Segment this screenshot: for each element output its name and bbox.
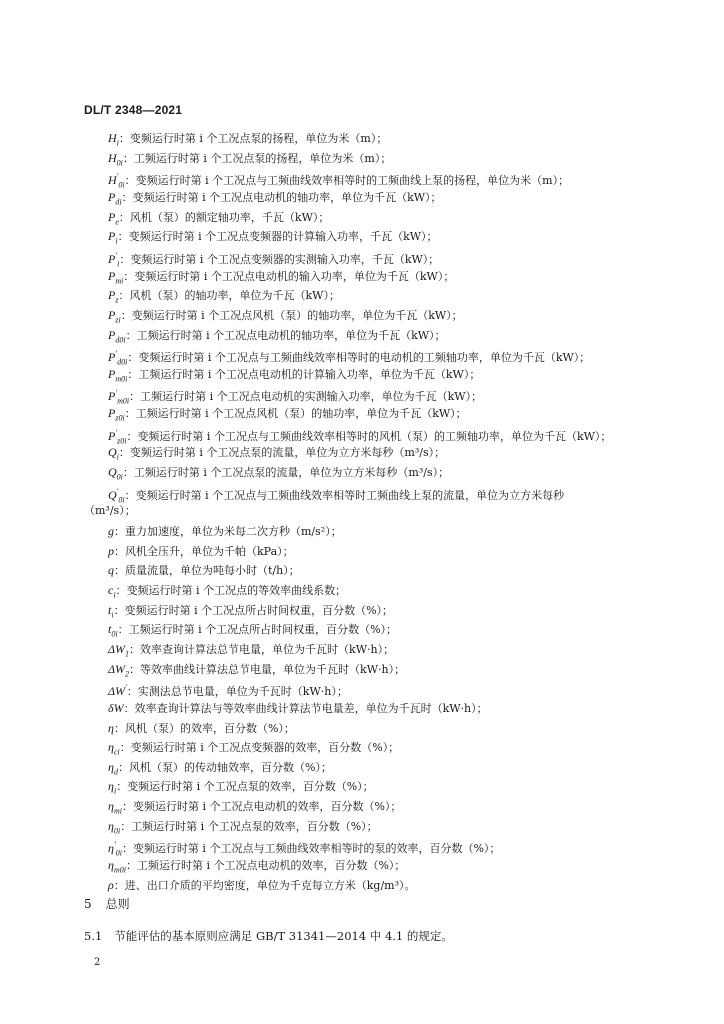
- symbol-definition: [108, 151, 391, 170]
- symbol: $P_{zi}$: [108, 308, 121, 325]
- symbol-definition: [108, 563, 300, 578]
- symbol: $t_{0i}$: [108, 622, 118, 639]
- symbol-subscript: d0i: [115, 335, 126, 345]
- symbol: $\eta'_{0i}$: [108, 840, 122, 858]
- symbol-description: 质量流量，单位为吨每小时（t/h）；: [125, 564, 300, 577]
- symbol-separator: ：: [129, 643, 141, 656]
- symbol-description: 效率查询计算法总节电量，单位为千瓦时（kW·h）；: [140, 643, 395, 656]
- symbol-separator: ：: [113, 722, 125, 735]
- symbol: $P'_i$: [108, 251, 120, 269]
- symbol-subscript: i: [113, 786, 117, 796]
- symbol-definition: [108, 308, 463, 327]
- symbol-separator: ：: [118, 289, 130, 302]
- symbol-description: 工频运行时第 i 个工况点电动机的效率，百分数（%）；: [136, 859, 406, 872]
- symbol-description: 变频运行时第 i 个工况点与工频曲线效率相等时的风机（泵）的工频轴功率，单位为千瓦（kW）；: [137, 430, 612, 443]
- symbol-separator: ：: [126, 685, 138, 698]
- symbol-definition: [108, 210, 329, 229]
- symbol-description: 风机（泵）的额定轴功率，千瓦（kW）；: [129, 211, 330, 224]
- symbol-prime: ′: [115, 251, 118, 260]
- symbol-separator: ：: [118, 211, 130, 224]
- symbol-definition: [108, 288, 340, 307]
- symbol-definition: [108, 524, 342, 539]
- symbol-description: 进、出口介质的平均密度，单位为千克每立方米（kg/m³）。: [124, 879, 416, 892]
- symbol-separator: ：: [115, 584, 127, 597]
- symbol-description: 工频运行时第 i 个工况点泵的扬程，单位为米（m）；: [133, 152, 392, 165]
- symbol-separator: ：: [125, 859, 137, 872]
- symbol-separator: ：: [117, 761, 129, 774]
- symbol-description: 工频运行时第 i 个工况点泵的效率，百分数（%）；: [131, 820, 378, 833]
- symbol-separator: ：: [125, 329, 137, 342]
- symbol-description: 风机全压升，单位为千帕（kPa）；: [125, 545, 294, 558]
- symbol-prime: ′: [116, 172, 119, 181]
- symbol-definition: [108, 190, 442, 209]
- symbol: $P_e$: [108, 210, 119, 227]
- clause-5-1: [84, 928, 453, 944]
- symbol: $\eta_i$: [108, 779, 117, 796]
- symbol-subscript: d: [113, 767, 118, 777]
- symbol-subscript: 0i: [118, 495, 125, 505]
- symbol-subscript: i: [113, 590, 116, 600]
- symbol: $\Delta W_1$: [108, 642, 130, 659]
- symbol-subscript: i: [117, 259, 120, 269]
- symbol-separator: ：: [118, 132, 130, 145]
- symbol-subscript: 0i: [113, 826, 121, 836]
- symbol-definition: [108, 779, 374, 798]
- symbol-description: 重力加速度，单位为米每二次方秒（m/s²）；: [125, 525, 342, 538]
- symbol-subscript: i: [111, 610, 114, 620]
- symbol-separator: ：: [124, 407, 136, 420]
- symbol-prime: ′: [115, 349, 118, 358]
- symbol-separator: ：: [120, 820, 132, 833]
- symbol-description: 变频运行时第 i 个工况点所占时间权重，百分数（%）；: [124, 604, 394, 617]
- symbol: $H_{0i}$: [108, 151, 123, 168]
- symbol: $\Delta W_2$: [108, 662, 130, 679]
- symbol-separator: ：: [129, 663, 141, 676]
- symbol-subscript: 0i: [118, 180, 125, 190]
- symbol-description: 变频运行时第 i 个工况点电动机的轴功率，单位为千瓦（kW）；: [132, 191, 442, 204]
- symbol-subscript: m0i: [115, 374, 128, 384]
- symbol: $P'_{m0i}$: [108, 388, 130, 406]
- symbol-description: 变频运行时第 i 个工况点电动机的输入功率，单位为千瓦（kW）；: [134, 270, 455, 283]
- symbol: $\eta_d$: [108, 760, 118, 777]
- symbol-subscript: i: [116, 138, 119, 148]
- symbol-definition: [108, 406, 467, 425]
- symbol-description: 变频运行时第 i 个工况点电动机的效率，百分数（%）；: [132, 800, 402, 813]
- symbol-description: 变频运行时第 i 个工况点变频器的效率，百分数（%）；: [130, 741, 400, 754]
- symbol-separator: ：: [119, 253, 131, 266]
- symbol-separator: ：: [124, 489, 136, 502]
- symbol-definition: [108, 681, 348, 699]
- symbol: $P'_{d0i}$: [108, 349, 128, 367]
- symbol-description: 变频运行时第 i 个工况点泵的效率，百分数（%）；: [127, 780, 374, 793]
- section-number: 5: [84, 897, 92, 911]
- symbol: $Q_{0i}$: [108, 465, 123, 482]
- symbol-separator: ：: [114, 525, 125, 538]
- symbol: $P_{m0i}$: [108, 367, 128, 384]
- symbol-definition: [108, 328, 446, 347]
- symbol-separator: ：: [117, 230, 129, 243]
- symbol-definition: [108, 269, 454, 288]
- symbol-subscript: i: [116, 452, 119, 462]
- symbol: $c_i$: [108, 583, 116, 600]
- symbol-separator: ：: [127, 368, 139, 381]
- symbol-definition: [108, 662, 405, 681]
- standard-code: DL/T 2348—2021: [84, 103, 183, 117]
- symbol-definition: [108, 740, 399, 759]
- symbol-prime: ′: [125, 683, 127, 692]
- symbol: ρ: [108, 878, 114, 892]
- symbol-description: 变频运行时第 i 个工况点与工频曲线效率相等时的工频曲线上泵的扬程，单位为米（m）；: [135, 174, 570, 187]
- section-title: 总则: [105, 897, 130, 911]
- symbol: $\eta_{m0i}$: [108, 858, 126, 875]
- symbol-separator: ：: [122, 466, 134, 479]
- symbol: $\eta_{0i}$: [108, 819, 121, 836]
- symbol-separator: ：: [113, 604, 125, 617]
- symbol-definition: [108, 622, 397, 641]
- symbol: $P'_{z0i}$: [108, 428, 127, 446]
- symbol-definition: [108, 603, 393, 622]
- symbol-definition: [108, 858, 405, 877]
- symbol-subscript: z: [115, 295, 119, 305]
- symbol: $H_i$: [108, 131, 119, 148]
- symbol-prime: ′: [113, 840, 116, 849]
- symbol-separator: ：: [121, 842, 133, 855]
- symbol-subscript: m0i: [117, 396, 130, 406]
- symbol-subscript: mi: [113, 806, 122, 816]
- symbol: q: [108, 563, 114, 577]
- symbol: $P_i$: [108, 229, 118, 246]
- symbol-separator: ：: [124, 174, 136, 187]
- symbol-separator: ：: [121, 191, 133, 204]
- symbol-description: 工频运行时第 i 个工况点电动机的轴功率，单位为千瓦（kW）；: [136, 329, 446, 342]
- symbol-description: 等效率曲线计算法总节电量，单位为千瓦时（kW·h）；: [140, 663, 406, 676]
- symbol-separator: ：: [114, 545, 125, 558]
- symbol-subscript: di: [115, 197, 122, 207]
- symbol-definition: [108, 642, 394, 661]
- symbol: g: [108, 524, 114, 538]
- symbol-separator: ：: [122, 152, 134, 165]
- symbol-subscript: z0i: [115, 413, 125, 423]
- symbol-definition: [108, 701, 488, 716]
- symbol-subscript: 0i: [116, 472, 123, 482]
- symbol-definition: [108, 878, 416, 893]
- symbol-separator: ：: [117, 623, 129, 636]
- symbol-separator: ：: [121, 800, 133, 813]
- symbol-separator: ：: [123, 270, 135, 283]
- symbol-separator: ：: [129, 390, 141, 403]
- symbol-subscript: ci: [113, 747, 120, 757]
- symbol-separator: ：: [126, 430, 138, 443]
- symbol-description: 风机（泵）的轴功率，单位为千瓦（kW）；: [129, 289, 340, 302]
- symbol-definition: [84, 504, 136, 518]
- clause-text: 节能评估的基本原则应满足 GB/T 31341—2014 中 4.1 的规定。: [114, 929, 453, 943]
- symbol-definition: [108, 131, 387, 150]
- symbol-description: 变频运行时第 i 个工况点泵的扬程，单位为米（m）；: [129, 132, 388, 145]
- symbol: $P_z$: [108, 288, 119, 305]
- symbol: $P_{d0i}$: [108, 328, 126, 345]
- symbol-prime: ′: [116, 487, 119, 496]
- symbol: $P_{z0i}$: [108, 406, 125, 423]
- symbol-description: 变频运行时第 i 个工况点风机（泵）的轴功率，单位为千瓦（kW）；: [131, 309, 463, 322]
- symbol-description: 工频运行时第 i 个工况点电动机的实测输入功率，单位为千瓦（kW）；: [140, 390, 483, 403]
- symbol-description: 变频运行时第 i 个工况点与工频曲线效率相等时工频曲线上泵的流量，单位为立方米每秒: [135, 489, 565, 502]
- symbol-subscript: i: [115, 236, 118, 246]
- symbol-subscript: 2: [125, 669, 130, 679]
- symbol-subscript: m0i: [113, 865, 126, 875]
- symbol-definition: [108, 367, 480, 386]
- symbol-definition: [108, 229, 438, 248]
- symbol-separator: ：: [120, 309, 132, 322]
- symbol-definition: [108, 485, 564, 507]
- symbol-separator: ：: [119, 741, 131, 754]
- symbol: $t_i$: [108, 603, 114, 620]
- symbol-description: 变频运行时第 i 个工况点变频器的实测输入功率，千瓦（kW）；: [130, 253, 440, 266]
- symbol-definition: [108, 721, 295, 736]
- symbol-description: 变频运行时第 i 个工况点与工频曲线效率相等时的电动机的工频轴功率，单位为千瓦（kW）；: [138, 351, 591, 364]
- symbol-separator: ：: [123, 702, 135, 715]
- symbol: $P_{mi}$: [108, 269, 124, 286]
- symbol: $H'_{0i}$: [108, 172, 125, 190]
- symbol-description: 风机（泵）的效率，百分数（%）；: [124, 722, 295, 735]
- symbol-subscript: d0i: [117, 357, 128, 367]
- symbol: $Q_i$: [108, 445, 119, 462]
- symbol-subscript: z0i: [117, 436, 127, 446]
- symbol-subscript: mi: [115, 276, 124, 286]
- symbol: $P_{di}$: [108, 190, 122, 207]
- symbol-separator: ：: [118, 446, 130, 459]
- symbol-definition: [108, 583, 346, 602]
- symbol-description: （m³/s）；: [84, 504, 136, 517]
- symbol-subscript: e: [115, 217, 119, 227]
- section-heading: [84, 895, 130, 912]
- symbol-definition: [108, 465, 449, 484]
- symbol-subscript: 1: [125, 649, 130, 659]
- symbol-description: 变频运行时第 i 个工况点与工频曲线效率相等时的泵的效率，百分数（%）；: [132, 842, 501, 855]
- symbol-description: 实测法总节电量，单位为千瓦时（kW·h）；: [137, 685, 348, 698]
- symbol-definition: [108, 819, 378, 838]
- symbol-description: 工频运行时第 i 个工况点泵的流量，单位为立方米每秒（m³/s）；: [133, 466, 450, 479]
- symbol-separator: ：: [127, 351, 139, 364]
- symbol-subscript: 0i: [115, 848, 122, 858]
- symbol-definition: [108, 760, 332, 779]
- symbol-definition: [108, 799, 401, 818]
- symbol-description: 风机（泵）的传动轴效率，百分数（%）；: [128, 761, 332, 774]
- symbol: $\eta_{ci}$: [108, 740, 120, 757]
- symbol-description: 工频运行时第 i 个工况点电动机的计算输入功率，单位为千瓦（kW）；: [138, 368, 481, 381]
- symbol: $Q'_{0i}$: [108, 487, 125, 505]
- symbol-subscript: 0i: [116, 158, 123, 168]
- symbol: ΔW′: [108, 683, 127, 698]
- symbol-description: 变频运行时第 i 个工况点变频器的计算输入功率，千瓦（kW）；: [128, 230, 438, 243]
- symbol-separator: ：: [114, 564, 125, 577]
- symbol-separator: ：: [113, 879, 125, 892]
- clause-number: 5.1: [84, 929, 103, 943]
- page-number: 2: [94, 957, 101, 968]
- symbol-subscript: zi: [115, 315, 121, 325]
- symbol: δW: [108, 701, 124, 715]
- symbol-definition: [108, 544, 294, 559]
- symbol-prime: ′: [115, 388, 118, 397]
- symbol: η: [108, 721, 114, 735]
- symbol-subscript: 0i: [111, 629, 118, 639]
- symbol: $\eta_{mi}$: [108, 799, 122, 816]
- symbol-prime: ′: [115, 428, 118, 437]
- symbol-definition: [108, 445, 445, 464]
- symbol-description: 工频运行时第 i 个工况点风机（泵）的轴功率，单位为千瓦（kW）；: [135, 407, 467, 420]
- symbol-separator: ：: [116, 780, 128, 793]
- symbol-description: 工频运行时第 i 个工况点所占时间权重，百分数（%）；: [128, 623, 398, 636]
- symbol-description: 变频运行时第 i 个工况点泵的流量，单位为立方米每秒（m³/s）；: [129, 446, 446, 459]
- symbol: p: [108, 544, 114, 558]
- symbol-description: 变频运行时第 i 个工况点的等效率曲线系数；: [126, 584, 347, 597]
- symbol-description: 效率查询计算法与等效率曲线计算法节电量差，单位为千瓦时（kW·h）；: [134, 702, 488, 715]
